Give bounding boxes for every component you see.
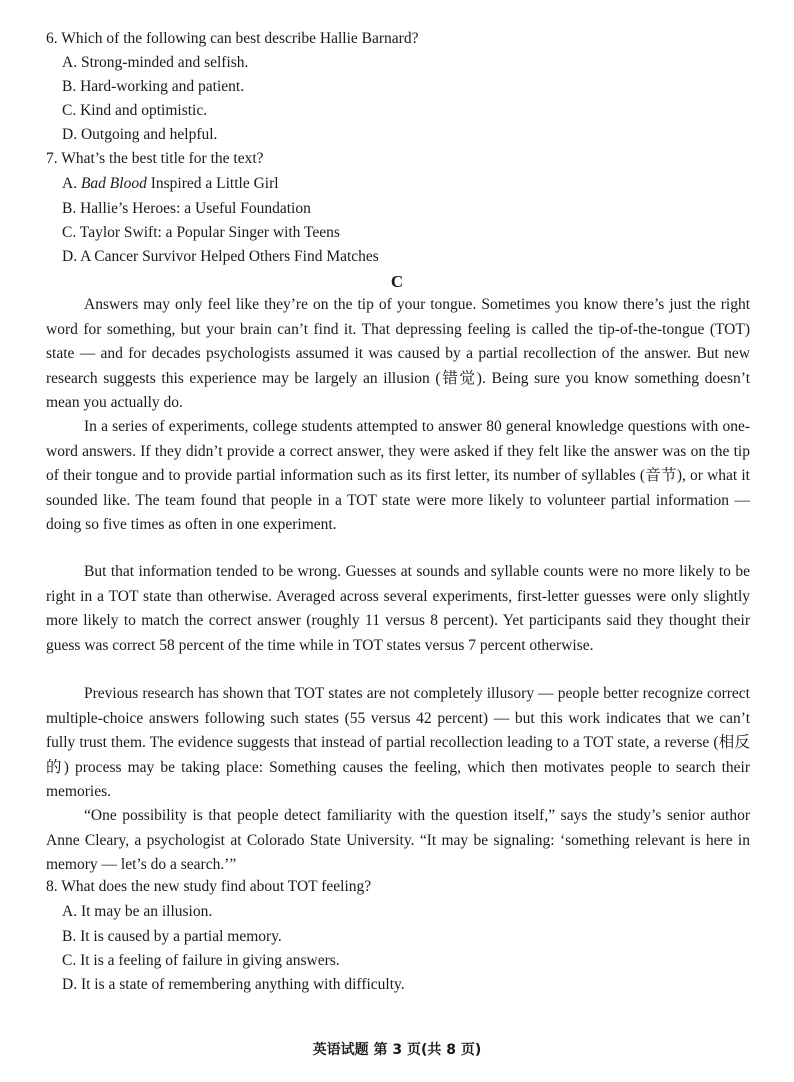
- q7-option-d: D. A Cancer Survivor Helped Others Find Matches: [62, 248, 379, 265]
- q6-option-a: A. Strong-minded and selfish.: [62, 54, 249, 71]
- q7-option-c: C. Taylor Swift: a Popular Singer with Teens: [62, 224, 340, 241]
- q7-option-a-rest: Inspired a Little Girl: [146, 175, 279, 192]
- page-footer: 英语试题 第 3 页(共 8 页): [312, 1042, 482, 1058]
- q8-option-a: A. It may be an illusion.: [62, 903, 213, 920]
- question-6-stem: 6. Which of the following can best describe Hallie Barnard?: [46, 30, 419, 47]
- q6-option-b: B. Hard-working and patient.: [62, 78, 245, 95]
- passage-paragraph-4: Previous research has shown that TOT states are not completely illusory — people better recognize correct multiple-choice answers following such states (55 versus 42 percent) — but this work indicates that we can’t fully trust them. The evidence suggests that instead of partial recollection leading to a TOT state, a reverse (相反的) process may be taking place: Something causes the feeling, which then motivates people to search their memories.: [46, 685, 750, 800]
- passage-paragraph-3: But that information tended to be wrong. Guesses at sounds and syllable counts were no more likely to be right in a TOT state than otherwise. Averaged across several experiments, first-letter guesses were only slightly more likely to match the correct answer (roughly 11 versus 8 percent). Yet participants said they thought their guess was correct 58 percent of the time while in TOT states versus 7 percent otherwise.: [46, 563, 750, 654]
- q6-option-c: C. Kind and optimistic.: [62, 102, 208, 119]
- q7-option-a-italic: Bad Blood: [80, 175, 147, 192]
- question-7-stem: 7. What’s the best title for the text?: [46, 150, 264, 167]
- passage-paragraph-1: Answers may only feel like they’re on the tip of your tongue. Sometimes you know there’s just the right word for something, but your brain can’t find it. That depressing feeling is called the tip-of-the-tongue (TOT) state — and for decades psychologists assumed it was caused by a partial recollection of the answer. But new research suggests this experience may be largely an illusion (错觉). Being sure you know something doesn’t mean you actually do.: [46, 296, 750, 411]
- q8-option-d: D. It is a state of remembering anything with difficulty.: [62, 976, 405, 993]
- q7-option-a-prefix: A.: [62, 175, 81, 192]
- q7-option-b: B. Hallie’s Heroes: a Useful Foundation: [62, 200, 311, 217]
- q6-option-d: D. Outgoing and helpful.: [62, 126, 218, 143]
- q8-option-c: C. It is a feeling of failure in giving answers.: [62, 952, 340, 969]
- q7-option-a: [62, 172, 279, 196]
- section-heading: C: [390, 272, 404, 291]
- question-8-stem: 8. What does the new study find about TOT feeling?: [46, 878, 372, 895]
- passage-paragraph-2: In a series of experiments, college students attempted to answer 80 general knowledge questions with one-word answers. If they didn’t provide a correct answer, they were asked if they felt like the answer was on the tip of their tongue and to provide partial information such as its first letter, its number of syllables (音节), or what it sounded like. The team found that people in a TOT state were more likely to volunteer partial information — doing so five times as often in one experiment.: [46, 418, 750, 533]
- q8-option-b: B. It is caused by a partial memory.: [62, 928, 282, 945]
- passage-paragraph-5: “One possibility is that people detect familiarity with the question itself,” says the study’s senior author Anne Cleary, a psychologist at Colorado State University. “It may be signaling: ‘something relevant is here in memory — let’s do a search.’”: [46, 807, 750, 873]
